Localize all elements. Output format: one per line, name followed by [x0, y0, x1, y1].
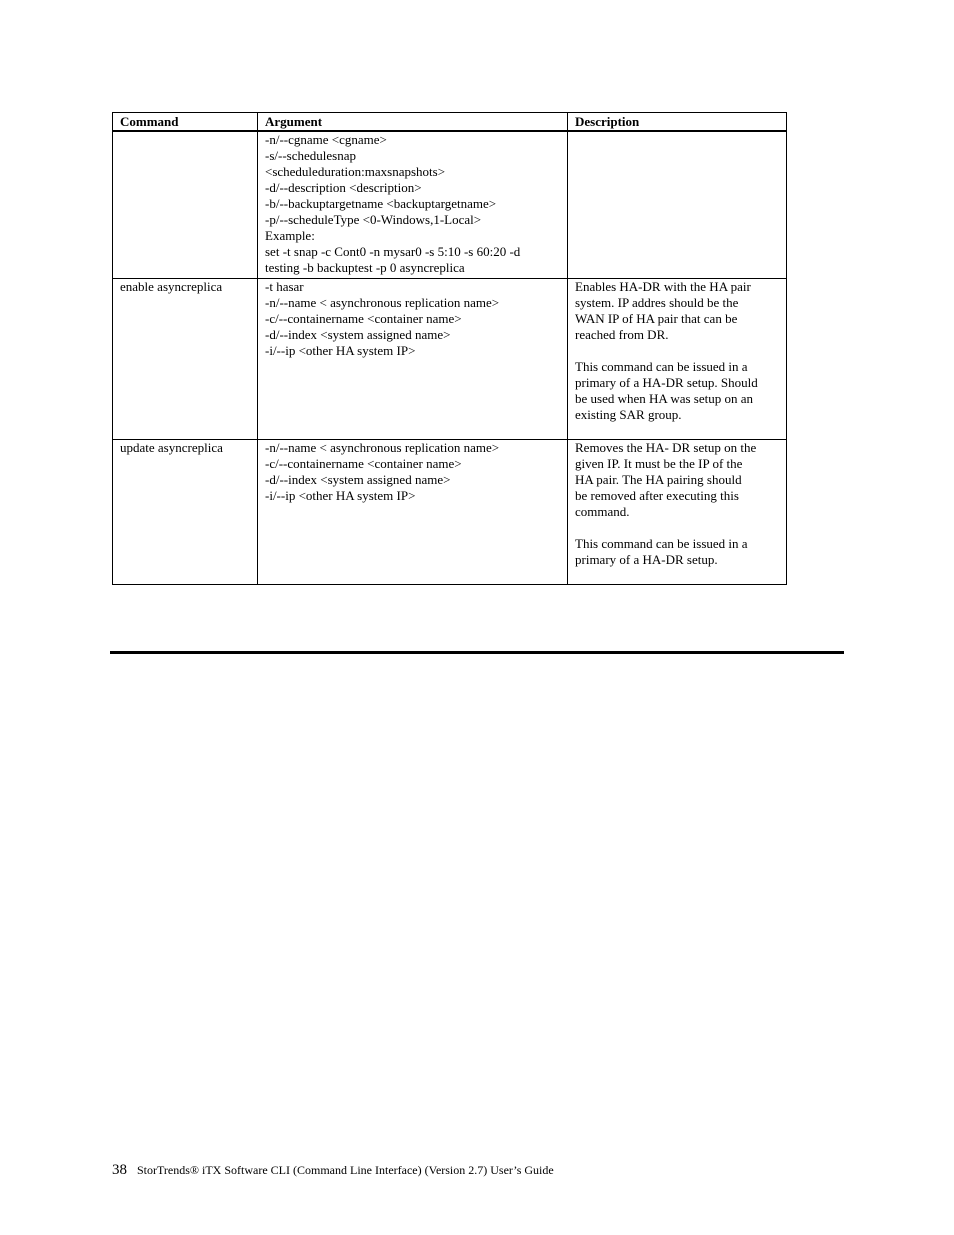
- description-line: be removed after executing this: [575, 488, 739, 503]
- description-line: command.: [575, 504, 630, 519]
- page-number: 38: [112, 1162, 127, 1178]
- description-line: reached from DR.: [575, 327, 669, 342]
- table-row: [113, 131, 787, 279]
- description-line: This command can be issued in a: [575, 359, 748, 374]
- argument-line: -s/--schedulesnap: [265, 148, 356, 163]
- argument-line: <scheduleduration:maxsnapshots>: [265, 164, 446, 179]
- footer-title: StorTrends® iTX Software CLI (Command Line Interface) (Version 2.7) User’s Guide: [137, 1163, 554, 1177]
- argument-line: -p/--scheduleType <0-Windows,1-Local>: [265, 212, 482, 227]
- description-line: given IP. It must be the IP of the: [575, 456, 743, 471]
- header-description: Description: [568, 113, 787, 132]
- argument-line: -d/--description <description>: [265, 180, 422, 195]
- description-cell: [568, 131, 787, 279]
- command-table: [112, 112, 787, 585]
- argument-line: -t hasar: [265, 279, 304, 294]
- header-argument: Argument: [258, 113, 568, 132]
- argument-line: Example:: [265, 228, 315, 243]
- paragraph-gap: [575, 343, 779, 359]
- command-cell: enable asyncreplica: [113, 279, 258, 440]
- argument-line: -i/--ip <other HA system IP>: [265, 343, 416, 358]
- description-line: primary of a HA-DR setup. Should: [575, 375, 758, 390]
- command-cell: [113, 131, 258, 279]
- argument-line: testing -b backuptest -p 0 asyncreplica: [265, 260, 465, 275]
- argument-cell: [258, 131, 568, 279]
- table-row: [113, 279, 787, 440]
- argument-line: set -t snap -c Cont0 -n mysar0 -s 5:10 -s 60:20 -d: [265, 244, 521, 259]
- table-row: [113, 440, 787, 585]
- command-cell: update asyncreplica: [113, 440, 258, 585]
- horizontal-rule: [110, 651, 844, 654]
- description-line: HA pair. The HA pairing should: [575, 472, 742, 487]
- header-command: Command: [113, 113, 258, 132]
- argument-line: -n/--name < asynchronous replication name>: [265, 440, 500, 455]
- argument-line: -d/--index <system assigned name>: [265, 472, 451, 487]
- description-line: be used when HA was setup on an: [575, 391, 753, 406]
- argument-line: -i/--ip <other HA system IP>: [265, 488, 416, 503]
- page-footer: [112, 1162, 554, 1179]
- table-header-row: [113, 113, 787, 132]
- description-line: This command can be issued in a: [575, 536, 748, 551]
- description-line: WAN IP of HA pair that can be: [575, 311, 738, 326]
- argument-line: -d/--index <system assigned name>: [265, 327, 451, 342]
- paragraph-gap: [575, 520, 779, 536]
- argument-cell: [258, 440, 568, 585]
- description-line: primary of a HA-DR setup.: [575, 552, 718, 567]
- description-line: Removes the HA- DR setup on the: [575, 440, 757, 455]
- argument-line: -c/--containername <container name>: [265, 311, 462, 326]
- description-line: existing SAR group.: [575, 407, 682, 422]
- argument-line: -c/--containername <container name>: [265, 456, 462, 471]
- argument-line: -n/--name < asynchronous replication name>: [265, 295, 500, 310]
- description-cell: [568, 440, 787, 585]
- description-line: system. IP addres should be the: [575, 295, 739, 310]
- argument-cell: [258, 279, 568, 440]
- description-cell: [568, 279, 787, 440]
- argument-line: -n/--cgname <cgname>: [265, 132, 387, 147]
- description-line: Enables HA-DR with the HA pair: [575, 279, 751, 294]
- argument-line: -b/--backuptargetname <backuptargetname>: [265, 196, 497, 211]
